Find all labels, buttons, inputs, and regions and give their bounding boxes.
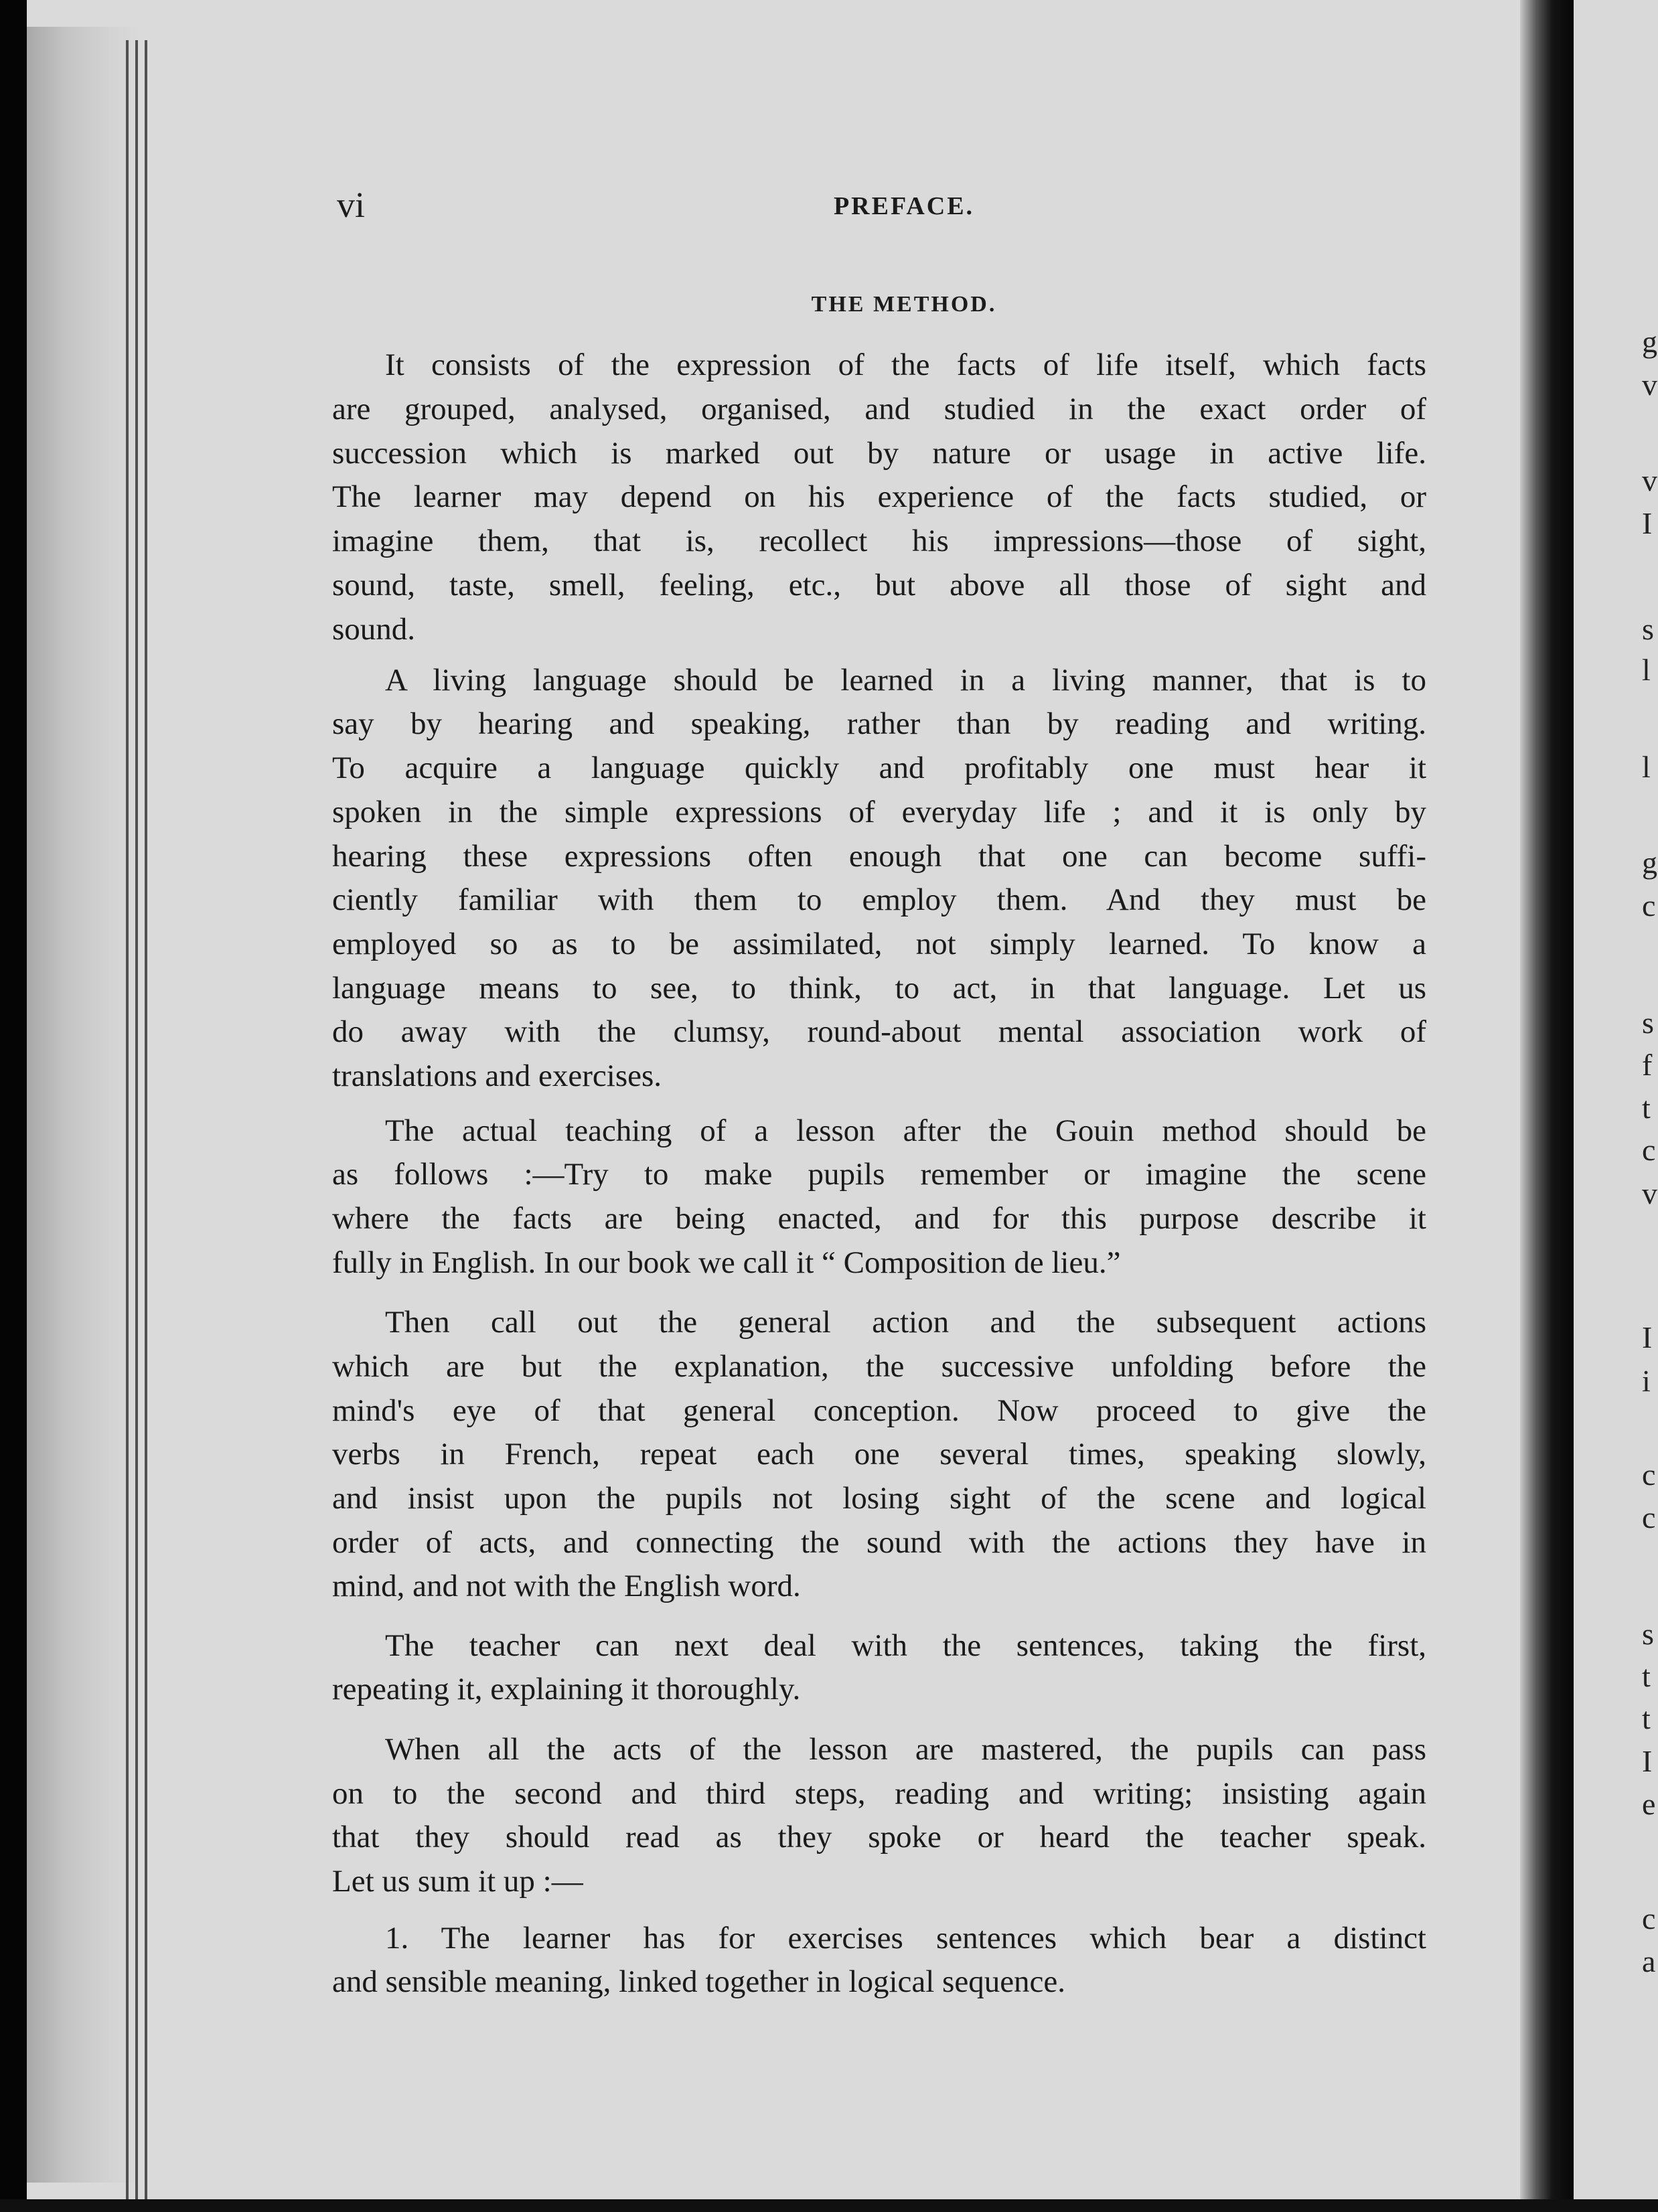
- facing-page-letter: c: [1642, 888, 1656, 923]
- text-line: are grouped, analysed, organised, and studied in the exact order of: [332, 392, 1426, 426]
- facing-page-letter: c: [1642, 1457, 1656, 1492]
- facing-page-letter: a: [1642, 1944, 1656, 1978]
- facing-page-letter: g: [1642, 846, 1657, 880]
- facing-page-letter: l: [1642, 653, 1651, 687]
- facing-page-letter: t: [1642, 1091, 1651, 1125]
- text-line: and sensible meaning, linked together in logical sequence.: [332, 1964, 1066, 1999]
- text-line: on to the second and third steps, reading and writing; insisting again: [332, 1776, 1426, 1811]
- text-line: Let us sum it up :—: [332, 1864, 583, 1899]
- text-line: where the facts are being enacted, and for this purpose describe it: [332, 1201, 1426, 1236]
- facing-page-letter: s: [1642, 612, 1654, 646]
- text-line: The teacher can next deal with the sentences, taking the first,: [385, 1628, 1426, 1663]
- text-line: language means to see, to think, to act, in that language. Let us: [332, 971, 1426, 1006]
- text-line: fully in English. In our book we call it “ Composition de lieu.”: [332, 1245, 1121, 1280]
- facing-page-letter: e: [1642, 1787, 1656, 1821]
- facing-page-letter: i: [1642, 1364, 1651, 1398]
- section-title: THE METHOD.: [811, 292, 997, 317]
- page-edge-line: [126, 40, 129, 2209]
- text-line: that they should read as they spoke or heard the teacher speak.: [332, 1820, 1426, 1854]
- facing-page-letter: I: [1642, 1320, 1653, 1354]
- text-line: translations and exercises.: [332, 1058, 662, 1093]
- facing-page-letter: c: [1642, 1133, 1656, 1167]
- facing-page-letter: s: [1642, 1617, 1654, 1651]
- facing-page-letter: c: [1642, 1500, 1656, 1534]
- text-line: 1. The learner has for exercises sentences which bear a distinct: [385, 1921, 1426, 1956]
- facing-page-letter: c: [1642, 1901, 1656, 1936]
- text-line: verbs in French, repeat each one several times, speaking slowly,: [332, 1437, 1426, 1472]
- text-line: The actual teaching of a lesson after the Gouin method should be: [385, 1113, 1426, 1148]
- text-line: The learner may depend on his experience of the facts studied, or: [332, 479, 1426, 514]
- facing-page-letter: I: [1642, 506, 1653, 540]
- scan-border: [0, 2199, 1658, 2212]
- text-line: hearing these expressions often enough that one can become suffi-: [332, 839, 1426, 874]
- facing-page-letter: v: [1642, 1176, 1657, 1210]
- facing-page-letter: s: [1642, 1006, 1654, 1040]
- text-line: employed so as to be assimilated, not simply learned. To know a: [332, 927, 1426, 961]
- text-line: spoken in the simple expressions of everyday life ; and it is only by: [332, 795, 1426, 830]
- text-line: say by hearing and speaking, rather than by reading and writing.: [332, 706, 1426, 741]
- facing-page-letter: v: [1642, 368, 1657, 402]
- page-stack-edge: [27, 27, 141, 2183]
- text-line: succession which is marked out by nature or usage in active life.: [332, 436, 1426, 471]
- facing-page-letter: v: [1642, 463, 1657, 497]
- text-line: order of acts, and connecting the sound with the actions they have in: [332, 1525, 1426, 1560]
- text-line: To acquire a language quickly and profitably one must hear it: [332, 750, 1426, 785]
- text-line: It consists of the expression of the facts of life itself, which facts: [385, 347, 1426, 382]
- text-line: as follows :—Try to make pupils remember or imagine the scene: [332, 1157, 1426, 1192]
- text-line: do away with the clumsy, round-about mental association work of: [332, 1014, 1426, 1049]
- text-line: imagine them, that is, recollect his impressions—those of sight,: [332, 524, 1426, 558]
- text-line: which are but the explanation, the successive unfolding before the: [332, 1349, 1426, 1384]
- facing-page-letter: t: [1642, 1659, 1651, 1693]
- facing-page-letter: f: [1642, 1048, 1653, 1082]
- page-edge-line: [135, 40, 138, 2209]
- text-line: and insist upon the pupils not losing sight of the scene and logical: [332, 1481, 1426, 1516]
- text-line: repeating it, explaining it thoroughly.: [332, 1672, 801, 1707]
- text-line: When all the acts of the lesson are mastered, the pupils can pass: [385, 1732, 1426, 1767]
- text-line: Then call out the general action and the subsequent actions: [385, 1305, 1426, 1340]
- facing-page-letter: I: [1642, 1744, 1653, 1778]
- text-line: A living language should be learned in a living manner, that is to: [385, 663, 1426, 698]
- text-line: sound.: [332, 612, 416, 647]
- facing-page-letter: g: [1642, 325, 1657, 359]
- running-head: PREFACE.: [833, 192, 975, 220]
- text-line: ciently familiar with them to employ them. And they must be: [332, 882, 1426, 917]
- text-line: sound, taste, smell, feeling, etc., but above all those of sight and: [332, 568, 1426, 603]
- facing-page-letter: t: [1642, 1701, 1651, 1735]
- book-gutter-shadow: [1520, 0, 1574, 2212]
- text-line: mind's eye of that general conception. Now proceed to give the: [332, 1393, 1426, 1428]
- page-edge-line: [145, 40, 147, 2209]
- page-number: vi: [337, 185, 366, 225]
- facing-page-letter: l: [1642, 750, 1651, 784]
- text-line: mind, and not with the English word.: [332, 1569, 801, 1603]
